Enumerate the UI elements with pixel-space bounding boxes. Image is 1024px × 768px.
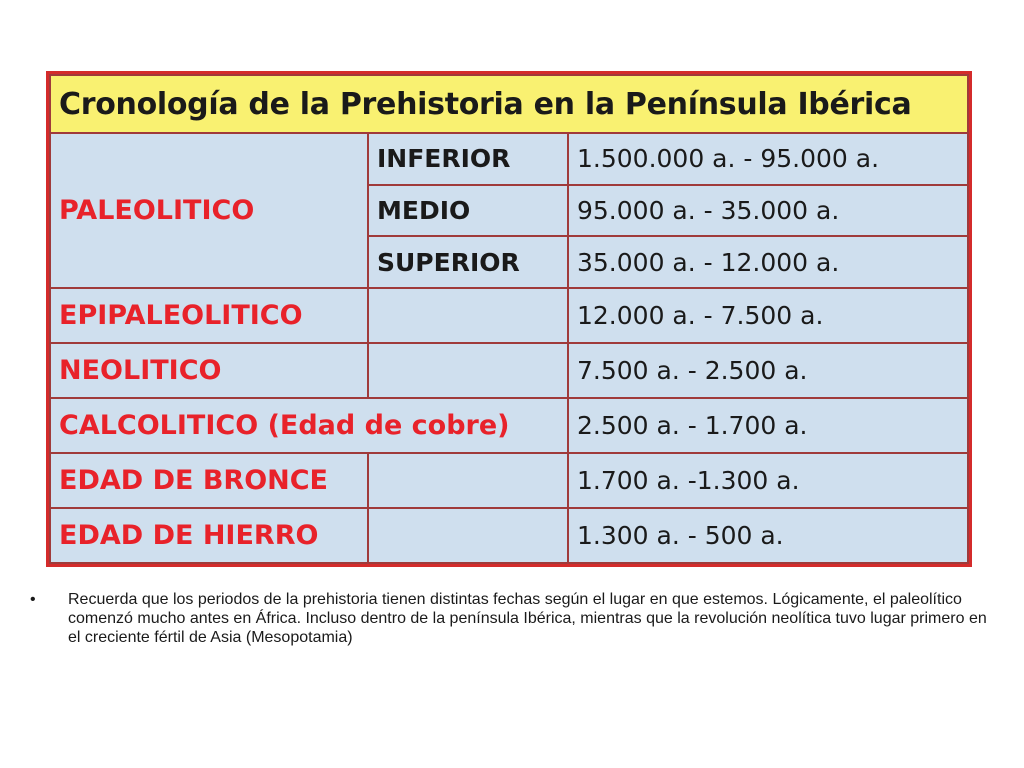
empty-cell xyxy=(368,453,568,508)
footnote-text: Recuerda que los periodos de la prehistoria tienen distintas fechas según el lugar en que estemos. Lógicamente, el paleolítico comenzó mucho antes en África. Incluso dentro de la península Ibérica, mientras que la revolución neolítica tuvo lugar primero en el creciente fértil de Asia (Mesopotamia) xyxy=(68,591,987,646)
table-title: Cronología de la Prehistoria en la Península Ibérica xyxy=(50,75,968,133)
table-row xyxy=(50,343,968,398)
table-row xyxy=(50,398,968,453)
period-bronce: EDAD DE BRONCE xyxy=(50,453,368,508)
bullet-icon: • xyxy=(30,591,36,608)
empty-cell xyxy=(368,508,568,563)
footnote xyxy=(30,590,990,647)
subperiod-inferior: INFERIOR xyxy=(368,133,568,185)
dates-epipaleolitico: 12.000 a. - 7.500 a. xyxy=(568,288,968,343)
chronology-table xyxy=(46,71,972,567)
period-hierro: EDAD DE HIERRO xyxy=(50,508,368,563)
period-calcolitico: CALCOLITICO (Edad de cobre) xyxy=(50,398,568,453)
table-row xyxy=(50,133,968,185)
dates-hierro: 1.300 a. - 500 a. xyxy=(568,508,968,563)
table-row xyxy=(50,453,968,508)
table-row xyxy=(50,288,968,343)
title-row xyxy=(50,75,968,133)
subperiod-superior: SUPERIOR xyxy=(368,236,568,288)
table-row xyxy=(50,508,968,563)
empty-cell xyxy=(368,288,568,343)
empty-cell xyxy=(368,343,568,398)
dates-superior: 35.000 a. - 12.000 a. xyxy=(568,236,968,288)
chronology-grid xyxy=(49,74,969,564)
dates-medio: 95.000 a. - 35.000 a. xyxy=(568,185,968,237)
dates-neolitico: 7.500 a. - 2.500 a. xyxy=(568,343,968,398)
subperiod-medio: MEDIO xyxy=(368,185,568,237)
dates-calcolitico: 2.500 a. - 1.700 a. xyxy=(568,398,968,453)
dates-inferior: 1.500.000 a. - 95.000 a. xyxy=(568,133,968,185)
period-epipaleolitico: EPIPALEOLITICO xyxy=(50,288,368,343)
dates-bronce: 1.700 a. -1.300 a. xyxy=(568,453,968,508)
period-neolitico: NEOLITICO xyxy=(50,343,368,398)
period-paleolitico: PALEOLITICO xyxy=(50,133,368,288)
